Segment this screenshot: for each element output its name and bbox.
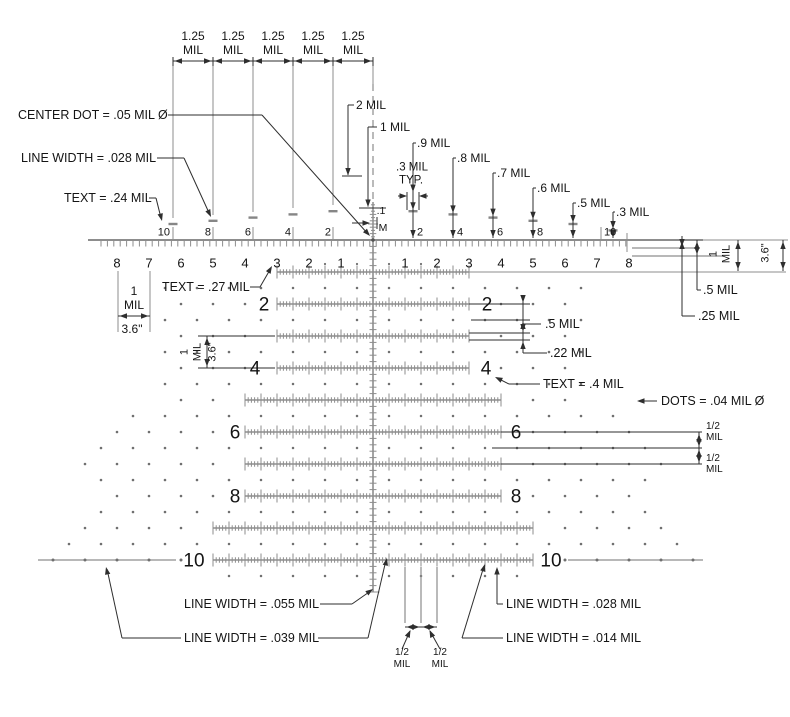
right-rot-dim-inches: 3.6"	[759, 243, 772, 263]
row-number-right-2: 6	[510, 422, 522, 444]
wind-number-left-4: 2	[324, 226, 331, 239]
half-mil-right-stack-0-unit: MIL	[706, 432, 723, 443]
dash-height-label-0: 2 MIL	[356, 98, 387, 112]
typ-note-line2: TYP.	[398, 174, 424, 187]
top-dim-value-1: 1.25	[221, 29, 245, 43]
text-4-callout: TEXT = .4 MIL	[543, 376, 624, 391]
axis-number-left-1: 1	[337, 255, 345, 271]
wind-number-right-2: 6	[497, 226, 504, 239]
rot-dim-mil: MIL	[191, 342, 204, 362]
rot-dim-one: 1	[178, 348, 191, 356]
axis-number-right-3: 3	[465, 255, 473, 271]
axis-number-right-5: 5	[529, 255, 537, 271]
wind-number-right-3: 8	[537, 226, 544, 239]
top-dim-value-2: 1.25	[261, 29, 285, 43]
dash-height-label-3: .8 MIL	[457, 151, 491, 165]
axis-number-right-4: 4	[497, 255, 505, 271]
wind-number-right-4: 10	[604, 226, 617, 239]
axis-number-right-6: 6	[561, 255, 569, 271]
row-number-right-1: 4	[480, 358, 492, 380]
axis-number-right-7: 7	[593, 255, 601, 271]
dash-height-label-7: .3 MIL	[616, 205, 650, 219]
dots-04-callout: DOTS = .04 MIL Ø	[661, 393, 765, 408]
wind-number-left-1: 8	[204, 226, 211, 239]
dash-height-label-4: .7 MIL	[497, 166, 531, 180]
top-dim-value-0: 1.25	[181, 29, 205, 43]
axis-number-left-6: 6	[177, 255, 185, 271]
axis-number-left-8: 8	[113, 255, 121, 271]
center-note-line2: M	[378, 221, 388, 234]
top-dim-unit-2: MIL	[262, 43, 284, 57]
top-dim-value-3: 1.25	[301, 29, 325, 43]
half-mil-bottom-0-num: 1/2	[395, 647, 409, 658]
top-dim-unit-4: MIL	[342, 43, 364, 57]
rot-dim-inches: 3.6"	[206, 342, 219, 362]
half-mil-bottom-1-num: 1/2	[433, 647, 447, 658]
top-dim-unit-3: MIL	[302, 43, 324, 57]
left-dim-inches: 3.6"	[121, 322, 143, 336]
wind-number-left-0: 10	[157, 226, 170, 239]
half-mil-bottom-0-unit: MIL	[393, 659, 411, 670]
half-mil-row2-callout: .5 MIL	[545, 316, 580, 331]
row-number-right-3: 8	[510, 486, 522, 508]
row-number-left-3: 8	[229, 486, 241, 508]
line-width-014-callout: LINE WIDTH = .014 MIL	[506, 630, 642, 645]
wind-number-right-1: 4	[457, 226, 464, 239]
row-number-left-1: 4	[249, 358, 261, 380]
right-rot-dim-one: 1	[707, 250, 720, 258]
dash-height-label-2: .9 MIL	[417, 136, 451, 150]
half-mil-right-stack-0-num: 1/2	[706, 421, 720, 432]
half-mil-right-callout: .5 MIL	[703, 282, 738, 297]
half-mil-right-stack-1-unit: MIL	[706, 464, 723, 475]
wind-number-left-2: 6	[244, 226, 251, 239]
tick-22-callout: .22 MIL	[550, 345, 592, 360]
half-mil-right-stack-1-num: 1/2	[706, 453, 720, 464]
dash-height-label-5: .6 MIL	[537, 181, 571, 195]
axis-number-left-7: 7	[145, 255, 153, 271]
left-dim-one: 1	[130, 284, 138, 298]
axis-number-left-3: 3	[273, 255, 281, 271]
left-dim-mil: MIL	[123, 298, 145, 312]
top-dim-unit-0: MIL	[182, 43, 204, 57]
dash-height-label-1: 1 MIL	[380, 120, 411, 134]
quarter-mil-right-callout: .25 MIL	[698, 308, 740, 323]
wind-number-right-0: 2	[417, 226, 424, 239]
dash-height-label-6: .5 MIL	[577, 196, 611, 210]
axis-number-left-2: 2	[305, 255, 313, 271]
axis-number-left-4: 4	[241, 255, 249, 271]
axis-number-right-1: 1	[401, 255, 409, 271]
axis-number-right-8: 8	[625, 255, 633, 271]
wind-number-left-3: 4	[284, 226, 291, 239]
axis-number-left-5: 5	[209, 255, 217, 271]
row-number-left-4: 10	[183, 550, 205, 572]
top-dim-value-4: 1.25	[341, 29, 365, 43]
typ-note-line1: .3 MIL	[396, 161, 428, 174]
row-number-left-2: 6	[229, 422, 241, 444]
text-24-callout: TEXT = .24 MIL	[64, 190, 152, 205]
row-number-right-4: 10	[540, 550, 562, 572]
right-rot-dim-mil: MIL	[720, 244, 733, 264]
center-dot-callout: CENTER DOT = .05 MIL Ø	[18, 107, 168, 122]
line-width-028-callout: LINE WIDTH = .028 MIL	[506, 596, 642, 611]
text-27-callout: TEXT = .27 MIL	[162, 279, 250, 294]
row-number-left-0: 2	[258, 294, 270, 316]
axis-number-right-2: 2	[433, 255, 441, 271]
line-width-top-callout: LINE WIDTH = .028 MIL	[21, 150, 157, 165]
center-note-line1: .1	[376, 204, 386, 217]
half-mil-bottom-1-unit: MIL	[431, 659, 449, 670]
line-width-039-callout: LINE WIDTH = .039 MIL	[184, 630, 320, 645]
top-dim-unit-1: MIL	[222, 43, 244, 57]
line-width-055-callout: LINE WIDTH = .055 MIL	[184, 596, 320, 611]
row-number-right-0: 2	[481, 294, 493, 316]
